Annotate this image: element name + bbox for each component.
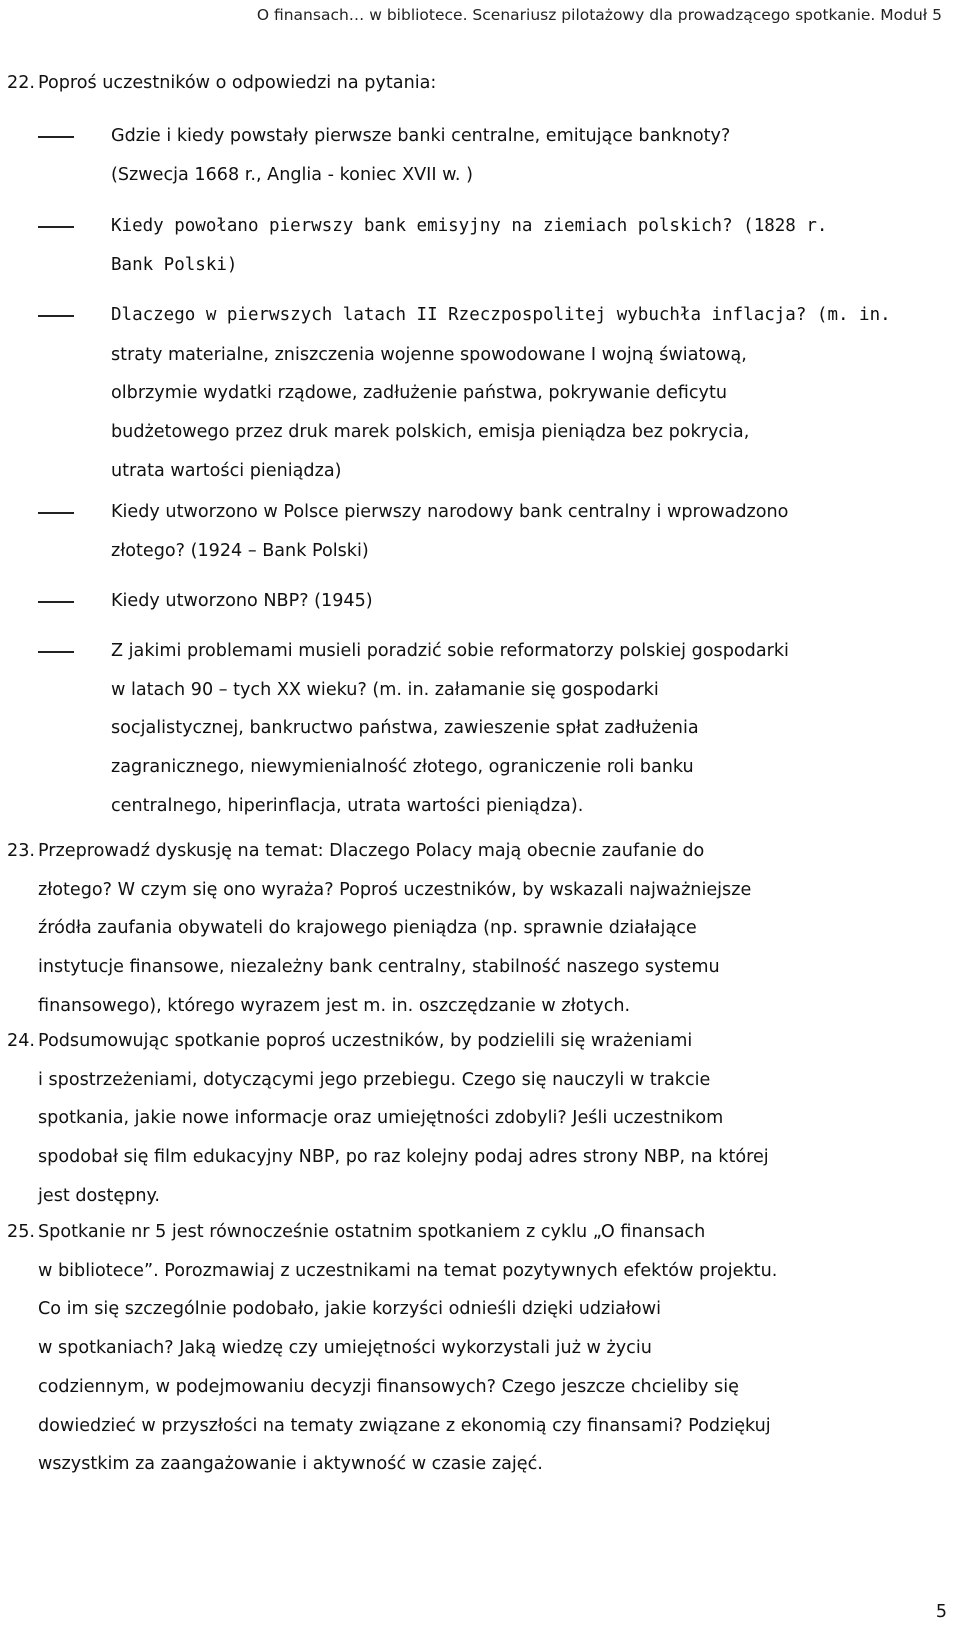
text-line: Gdzie i kiedy powstały pierwsze banki centralne, emitujące banknoty? — [111, 126, 731, 146]
bullet-text — [111, 117, 919, 194]
text-line: i spostrzeżeniami, dotyczącymi jego przebiegu. Czego się nauczyli w trakcie — [38, 1069, 711, 1090]
text-line: centralnego, hiperinflacja, utrata wartości pieniądza). — [111, 795, 584, 816]
text-line: Kiedy utworzono NBP? (1945) — [111, 591, 373, 611]
text-line: socjalistycznej, bankructwo państwa, zawieszenie spłat zadłużenia — [111, 718, 699, 739]
text-line: w bibliotece”. Porozmawiaj z uczestnikami na temat pozytywnych efektów projektu. — [38, 1260, 778, 1281]
text-line: Poproś uczestników o odpowiedzi na pytania: — [38, 73, 437, 93]
text-line: wszystkim za zaangażowanie i aktywność w czasie zajęć. — [38, 1454, 543, 1475]
item-number: 22. — [7, 73, 35, 93]
bullet-text — [111, 632, 919, 826]
item-text — [38, 1213, 918, 1484]
text-line: instytucje finansowe, niezależny bank centralny, stabilność naszego systemu — [38, 957, 720, 978]
text-line: w spotkaniach? Jaką wiedzę czy umiejętności wykorzystali już w życiu — [38, 1338, 652, 1359]
text-line: Kiedy powołano pierwszy bank emisyjny na ziemiach polskich? (1828 r. — [111, 216, 828, 236]
text-line: źródła zaufania obywateli do krajowego pieniądza (np. sprawnie działające — [38, 918, 697, 939]
text-line: straty materialne, zniszczenia wojenne spowodowane I wojną światową, — [111, 344, 747, 365]
text-line: (Szwecja 1668 r., Anglia - koniec XVII w. ) — [111, 164, 473, 185]
text-line: jest dostępny. — [38, 1185, 161, 1206]
item-text — [38, 64, 918, 103]
dash-bullet — [38, 226, 74, 228]
bullet-text — [111, 296, 919, 491]
text-line: Spotkanie nr 5 jest równocześnie ostatnim spotkaniem z cyklu „O finansach — [38, 1222, 706, 1242]
text-line: Podsumowując spotkanie poproś uczestników, by podzielili się wrażeniami — [38, 1031, 693, 1051]
text-line: zagranicznego, niewymienialność złotego, ograniczenie roli banku — [111, 757, 694, 778]
text-line: utrata wartości pieniądza) — [111, 460, 342, 481]
item-number: 24. — [7, 1031, 35, 1051]
text-line: spodobał się film edukacyjny NBP, po raz kolejny podaj adres strony NBP, na której — [38, 1147, 769, 1168]
bullet-text — [111, 207, 919, 284]
dash-bullet — [38, 512, 74, 514]
text-line: spotkania, jakie nowe informacje oraz umiejętności zdobyli? Jeśli uczestnikom — [38, 1108, 724, 1129]
item-number: 25. — [7, 1222, 35, 1242]
text-line: Dlaczego w pierwszych latach II Rzeczpospolitej wybuchła inflacja? (m. in. — [111, 305, 891, 325]
running-header: O finansach… w bibliotece. Scenariusz pilotażowy dla prowadzącego spotkanie. Moduł 5 — [256, 6, 942, 24]
dash-bullet — [38, 651, 74, 653]
text-line: w latach 90 – tych XX wieku? (m. in. załamanie się gospodarki — [111, 679, 659, 700]
text-line: Bank Polski) — [111, 254, 238, 275]
item-number: 23. — [7, 841, 35, 861]
bullet-text — [111, 493, 919, 570]
dash-bullet — [38, 601, 74, 603]
page-number: 5 — [935, 1602, 947, 1622]
dash-bullet — [38, 315, 74, 317]
dash-bullet — [38, 136, 74, 138]
bullet-text — [111, 582, 919, 621]
text-line: finansowego), którego wyrazem jest m. in. oszczędzanie w złotych. — [38, 995, 631, 1016]
item-text — [38, 1022, 918, 1216]
text-line: Przeprowadź dyskusję na temat: Dlaczego Polacy mają obecnie zaufanie do — [38, 841, 705, 861]
text-line: codziennym, w podejmowaniu decyzji finansowych? Czego jeszcze chcieliby się — [38, 1376, 739, 1397]
text-line: Z jakimi problemami musieli poradzić sobie reformatorzy polskiej gospodarki — [111, 641, 789, 661]
text-line: złotego? (1924 – Bank Polski) — [111, 540, 369, 561]
text-line: złotego? W czym się ono wyraża? Poproś uczestników, by wskazali najważniejsze — [38, 879, 752, 900]
text-line: Co im się szczególnie podobało, jakie korzyści odnieśli dzięki udziałowi — [38, 1299, 661, 1320]
text-line: Kiedy utworzono w Polsce pierwszy narodowy bank centralny i wprowadzono — [111, 502, 789, 522]
text-line: olbrzymie wydatki rządowe, zadłużenie państwa, pokrywanie deficytu — [111, 383, 728, 404]
text-line: dowiedzieć w przyszłości na tematy związane z ekonomią czy finansami? Podziękuj — [38, 1415, 771, 1436]
item-text — [38, 832, 918, 1026]
text-line: budżetowego przez druk marek polskich, emisja pieniądza bez pokrycia, — [111, 422, 750, 443]
